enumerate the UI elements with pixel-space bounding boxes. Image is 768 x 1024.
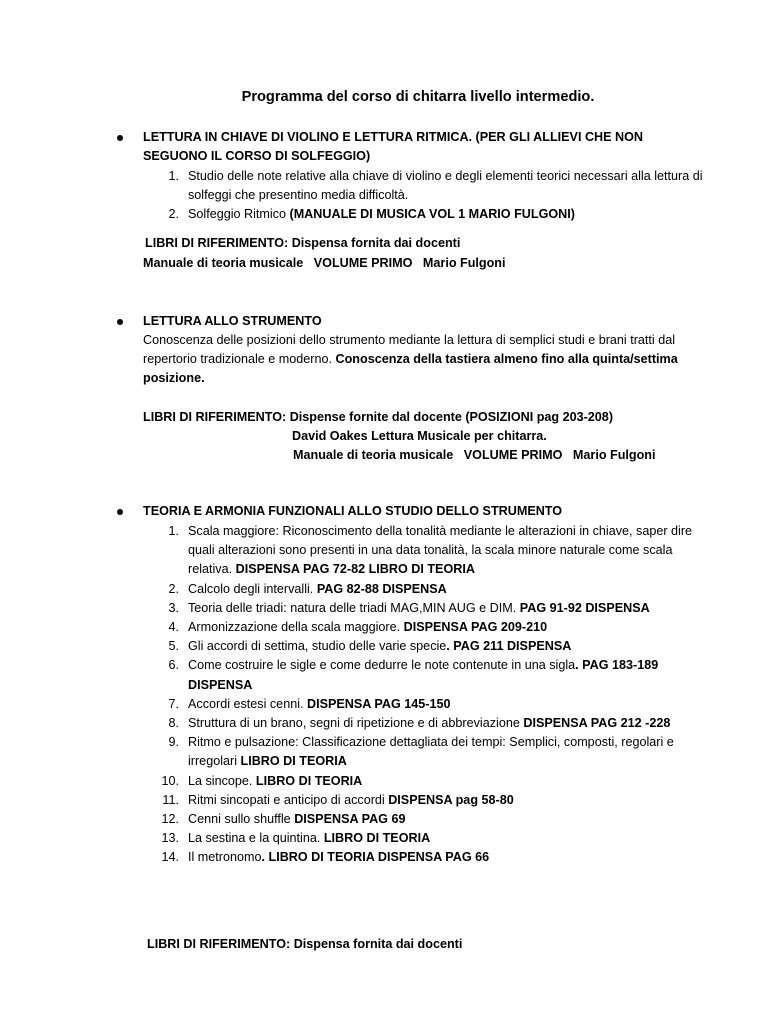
reference-books: LIBRI DI RIFERIMENTO: Dispensa fornita dai docenti bbox=[145, 236, 461, 250]
section-heading-lettura-violino: LETTURA IN CHIAVE DI VIOLINO E LETTURA RITMICA. (PER GLI ALLIEVI CHE NON SEGUONO IL CORSO DI SOLFEGGIO) bbox=[143, 130, 644, 164]
list-item: 3. Teoria delle triadi: natura delle triadi MAG,MIN AUG e DIM. PAG 91-92 DISPENSA bbox=[168, 600, 650, 615]
list-item: 6. Come costruire le sigle e come dedurre le note contenute in una sigla. PAG 183-189 DISPENSA bbox=[168, 658, 659, 692]
section-heading-teoria-armonia: TEORIA E ARMONIA FUNZIONALI ALLO STUDIO DELLO STRUMENTO bbox=[143, 504, 563, 518]
reference-books-line: Manuale di teoria musicale VOLUME PRIMO Mario Fulgoni bbox=[293, 448, 656, 462]
bullet-icon bbox=[117, 509, 123, 515]
section-heading-lettura-strumento: LETTURA ALLO STRUMENTO bbox=[143, 314, 322, 328]
list-item: 10. La sincope. LIBRO DI TEORIA bbox=[161, 773, 363, 788]
section3-list bbox=[143, 522, 703, 868]
reference-books: LIBRI DI RIFERIMENTO: Dispense fornite dal docente (POSIZIONI pag 203-208) bbox=[143, 410, 614, 424]
list-item: 9. Ritmo e pulsazione: Classificazione dettagliata dei tempi: Semplici, composti, regolari e irregolari LIBRO DI TEORIA bbox=[168, 735, 674, 769]
list-item: 13. La sestina e la quintina. LIBRO DI TEORIA bbox=[161, 831, 431, 846]
list-item: 2. Solfeggio Ritmico (MANUALE DI MUSICA VOL 1 MARIO FULGONI) bbox=[168, 207, 575, 222]
list-item: 1. Studio delle note relative alla chiave di violino e degli elementi teorici necessari alla lettura di solfeggi che presentino media difficoltà. bbox=[168, 169, 703, 203]
list-item: 14. Il metronomo. LIBRO DI TEORIA DISPENSA PAG 66 bbox=[161, 850, 490, 865]
list-item: 8. Struttura di un brano, segni di ripetizione e di abbreviazione DISPENSA PAG 212 -228 bbox=[168, 716, 671, 731]
page-title: Programma del corso di chitarra livello intermedio. bbox=[241, 89, 595, 105]
list-item: 2. Calcolo degli intervalli. PAG 82-88 DISPENSA bbox=[168, 581, 447, 596]
section2-description: Conoscenza delle posizioni dello strumento mediante la lettura di semplici studi e brani tratti dal repertorio tradizionale e moderno. Conoscenza della tastiera almeno fino alla quinta/settima posizione. bbox=[143, 333, 678, 386]
bullet-icon bbox=[117, 319, 123, 325]
list-item: 7. Accordi estesi cenni. DISPENSA PAG 145-150 bbox=[168, 696, 451, 711]
reference-books-line: Manuale di teoria musicale VOLUME PRIMO Mario Fulgoni bbox=[143, 256, 506, 270]
reference-books: LIBRI DI RIFERIMENTO: Dispensa fornita dai docenti bbox=[147, 937, 463, 951]
reference-books-line: David Oakes Lettura Musicale per chitarra. bbox=[292, 429, 547, 443]
section1-list bbox=[143, 167, 703, 225]
list-item: 1. Scala maggiore: Riconoscimento della tonalità mediante le alterazioni in chiave, saper dire quali alterazioni sono presenti in una data tonalità, la scala minore naturale come scala relativa. DISPENSA PAG 72-82 LIBRO DI TEORIA bbox=[168, 524, 693, 577]
list-item: 11. Ritmi sincopati e anticipo di accordi DISPENSA pag 58-80 bbox=[162, 792, 514, 807]
bullet-icon bbox=[117, 135, 123, 141]
list-item: 5. Gli accordi di settima, studio delle varie specie. PAG 211 DISPENSA bbox=[168, 639, 572, 654]
list-item: 4. Armonizzazione della scala maggiore. DISPENSA PAG 209-210 bbox=[168, 620, 548, 635]
list-item: 12. Cenni sullo shuffle DISPENSA PAG 69 bbox=[161, 812, 406, 827]
